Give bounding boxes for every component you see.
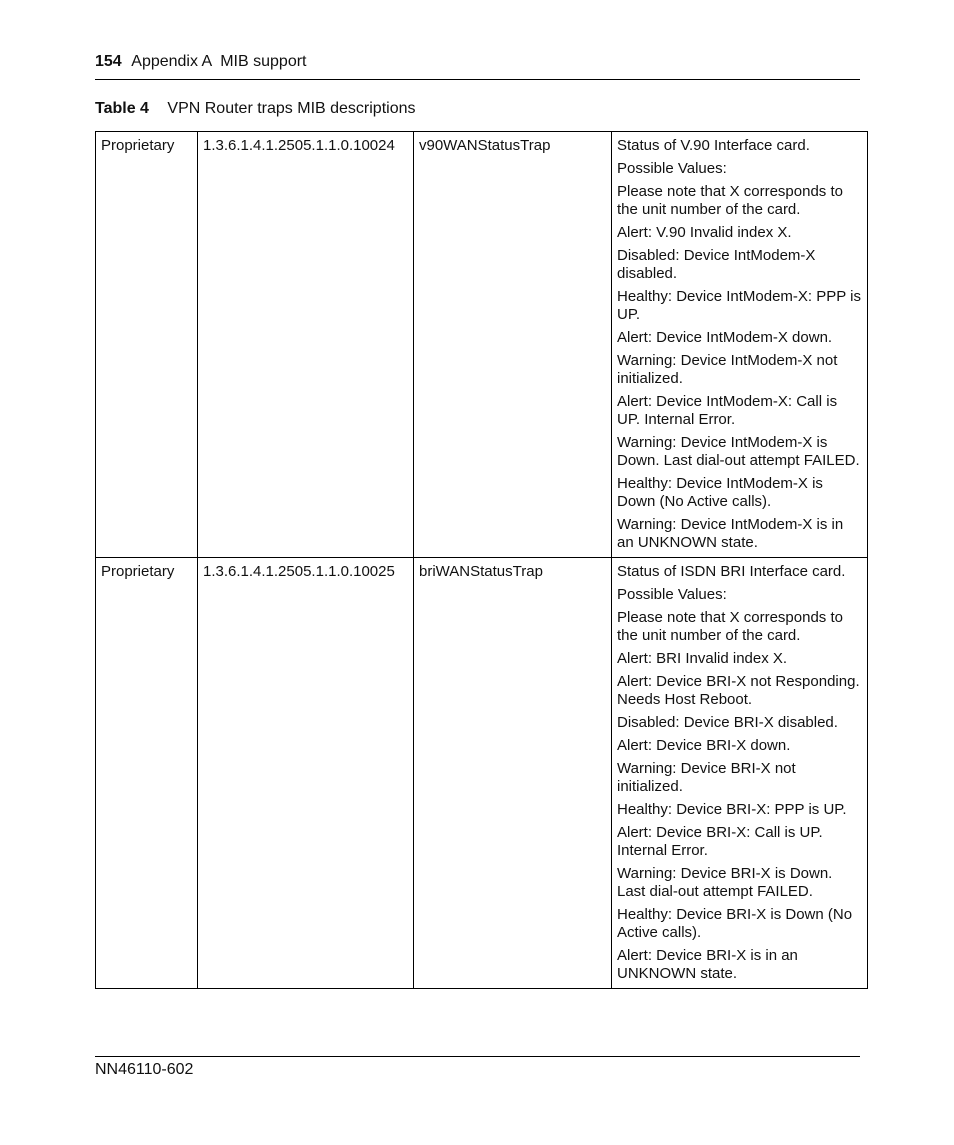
trap-oid-cell: 1.3.6.1.4.1.2505.1.1.0.10024 bbox=[198, 132, 414, 558]
description-line: Alert: Device IntModem-X down. bbox=[617, 329, 833, 346]
description-line: Alert: Device BRI-X: Call is UP. Internal Error. bbox=[617, 824, 823, 859]
description-line: Warning: Device BRI-X is Down. Last dial-out attempt FAILED. bbox=[617, 865, 833, 900]
table-row bbox=[96, 558, 868, 989]
trap-oid-cell: 1.3.6.1.4.1.2505.1.1.0.10025 bbox=[198, 558, 414, 989]
description-line: Healthy: Device BRI-X: PPP is UP. bbox=[617, 801, 847, 818]
description-line: Healthy: Device IntModem-X: PPP is UP. bbox=[617, 288, 861, 323]
description-line: Please note that X corresponds to the unit number of the card. bbox=[617, 609, 843, 644]
description-line: Status of V.90 Interface card. bbox=[617, 137, 810, 154]
section-title: Appendix A MIB support bbox=[131, 53, 307, 70]
mib-traps-table bbox=[95, 131, 868, 989]
table-caption-title: VPN Router traps MIB descriptions bbox=[167, 100, 416, 117]
description-line: Healthy: Device IntModem-X is Down (No Active calls). bbox=[617, 475, 823, 510]
trap-name-cell: v90WANStatusTrap bbox=[414, 132, 612, 558]
description-line: Alert: Device BRI-X is in an UNKNOWN state. bbox=[617, 947, 798, 982]
trap-description-cell bbox=[612, 132, 868, 558]
description-line: Warning: Device IntModem-X is Down. Last dial-out attempt FAILED. bbox=[617, 434, 860, 469]
description-line: Alert: Device BRI-X down. bbox=[617, 737, 791, 754]
header-divider bbox=[95, 79, 860, 80]
page-header bbox=[95, 52, 859, 72]
description-line: Alert: BRI Invalid index X. bbox=[617, 650, 788, 667]
description-line: Warning: Device IntModem-X is in an UNKNOWN state. bbox=[617, 516, 844, 551]
description-line: Warning: Device IntModem-X not initialized. bbox=[617, 352, 838, 387]
description-line: Healthy: Device BRI-X is Down (No Active calls). bbox=[617, 906, 853, 941]
footer-divider bbox=[95, 1056, 860, 1057]
trap-type-cell: Proprietary bbox=[96, 132, 198, 558]
table-caption-label: Table 4 bbox=[95, 100, 149, 117]
description-line: Status of ISDN BRI Interface card. bbox=[617, 563, 846, 580]
table-caption bbox=[95, 99, 416, 119]
description-line: Alert: Device IntModem-X: Call is UP. Internal Error. bbox=[617, 393, 838, 428]
description-line: Disabled: Device IntModem-X disabled. bbox=[617, 247, 816, 282]
description-line: Warning: Device BRI-X not initialized. bbox=[617, 760, 796, 795]
description-line: Possible Values: bbox=[617, 160, 727, 177]
description-line: Alert: V.90 Invalid index X. bbox=[617, 224, 792, 241]
table-row bbox=[96, 132, 868, 558]
description-line: Please note that X corresponds to the unit number of the card. bbox=[617, 183, 843, 218]
description-line: Alert: Device BRI-X not Responding. Needs Host Reboot. bbox=[617, 673, 860, 708]
document-id: NN46110-602 bbox=[95, 1061, 194, 1078]
trap-name-cell: briWANStatusTrap bbox=[414, 558, 612, 989]
description-line: Possible Values: bbox=[617, 586, 727, 603]
page-number: 154 bbox=[95, 53, 122, 70]
trap-type-cell: Proprietary bbox=[96, 558, 198, 989]
trap-description-cell bbox=[612, 558, 868, 989]
description-line: Disabled: Device BRI-X disabled. bbox=[617, 714, 838, 731]
